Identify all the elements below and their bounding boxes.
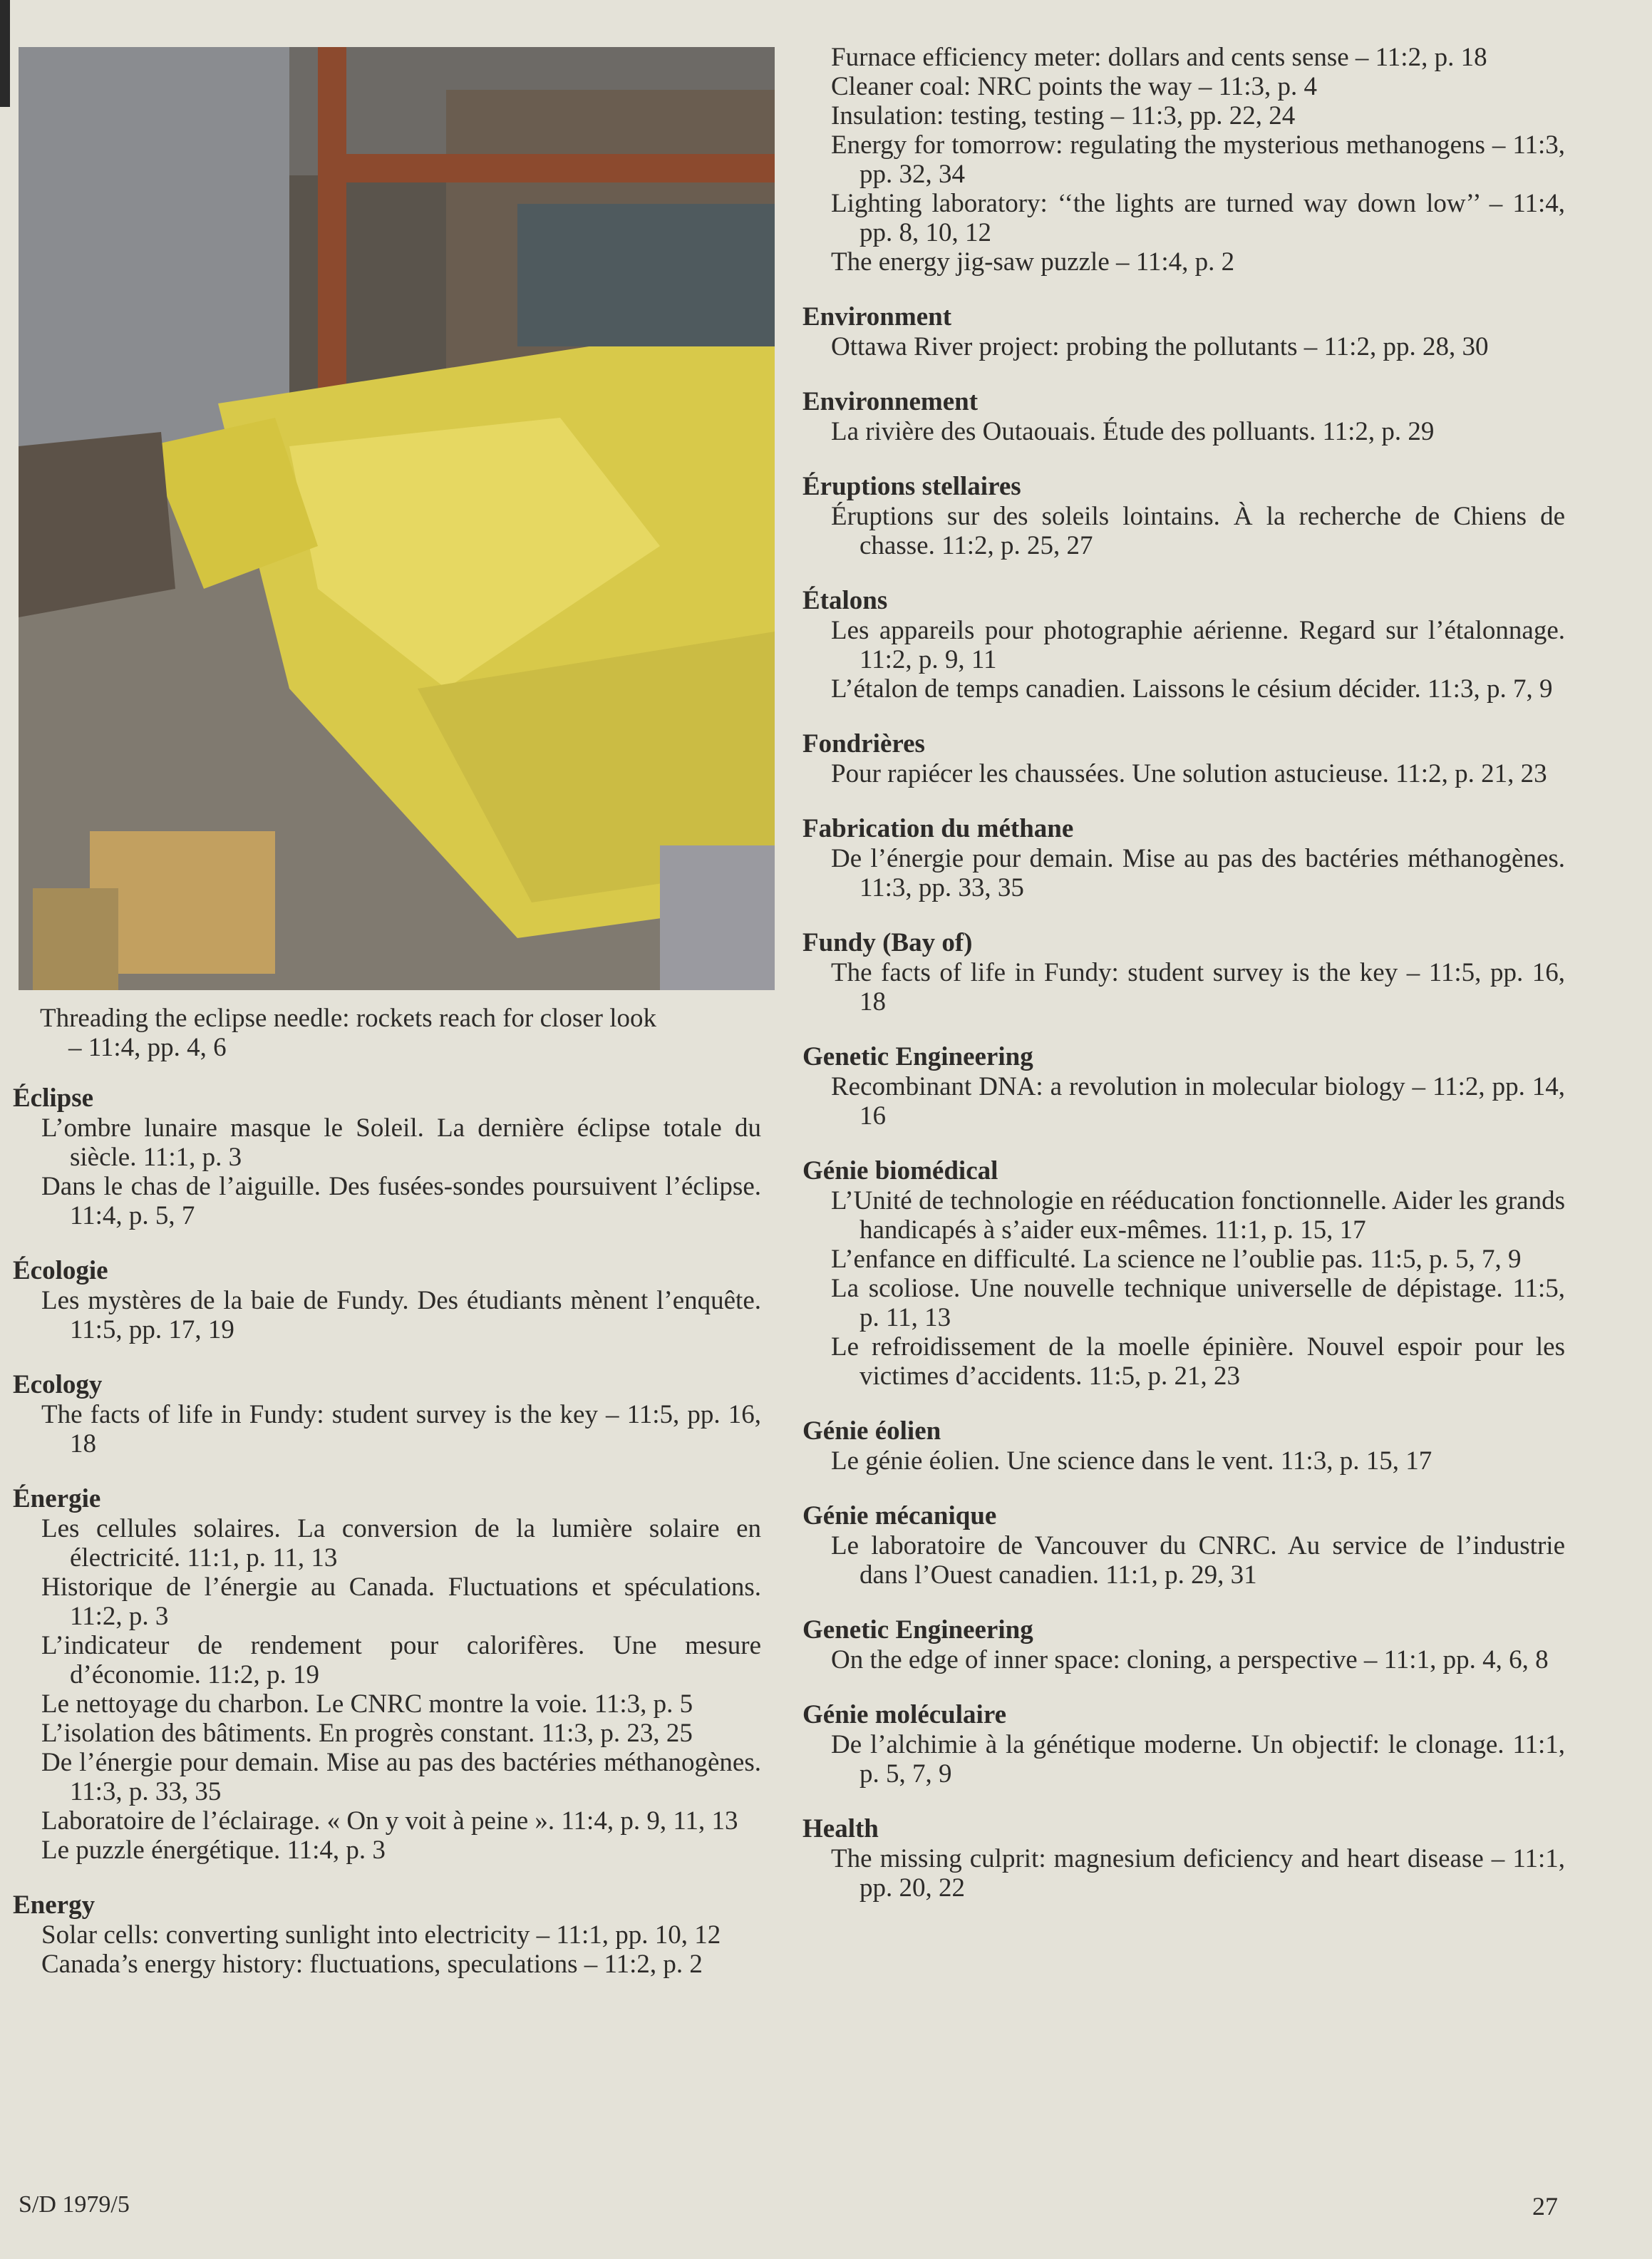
index-entry: On the edge of inner space: cloning, a perspective – 11:1, pp. 4, 6, 8	[831, 1645, 1549, 1674]
index-section	[802, 472, 1565, 560]
index-section	[802, 814, 1565, 902]
section-heading: Fabrication du méthane	[802, 814, 1074, 843]
index-entry: L’étalon de temps canadien. Laissons le césium décider. 11:3, p. 7, 9	[831, 674, 1553, 704]
photo-illustration-icon	[19, 47, 775, 990]
section-heading: Génie mécanique	[802, 1501, 997, 1530]
index-entry: De l’alchimie à la génétique moderne. Un objectif: le clonage. 11:1, p. 5, 7, 9	[831, 1730, 1565, 1789]
index-entry: Energy for tomorrow: regulating the mysterious methanogens – 11:3, pp. 32, 34	[831, 130, 1565, 189]
section-heading: Fondrières	[802, 729, 925, 758]
section-heading: Genetic Engineering	[802, 1042, 1033, 1071]
index-section	[802, 1156, 1565, 1391]
index-entry: L’enfance en difficulté. La science ne l’oublie pas. 11:5, p. 5, 7, 9	[831, 1245, 1522, 1274]
index-entry: Canada’s energy history: fluctuations, speculations – 11:2, p. 2	[41, 1950, 703, 1979]
index-section	[13, 1256, 761, 1344]
laboratory-photo	[19, 47, 775, 990]
index-entry: De l’énergie pour demain. Mise au pas des bactéries méthanogènes. 11:3, pp. 33, 35	[831, 844, 1565, 902]
footer-issue: S/D 1979/5	[19, 2191, 130, 2218]
index-section	[802, 586, 1565, 704]
index-entry: Laboratoire de l’éclairage. « On y voit à peine ». 11:4, p. 9, 11, 13	[41, 1806, 738, 1836]
index-section	[13, 1370, 761, 1458]
index-entry: Furnace efficiency meter: dollars and cents sense – 11:2, p. 18	[831, 43, 1487, 72]
section-heading: Environment	[802, 302, 952, 331]
index-section	[802, 1814, 1565, 1903]
section-heading: Énergie	[13, 1484, 101, 1513]
index-entry: Les mystères de la baie de Fundy. Des étudiants mènent l’enquête. 11:5, pp. 17, 19	[41, 1286, 761, 1344]
index-entry: Le laboratoire de Vancouver du CNRC. Au service de l’industrie dans l’Ouest canadien. 11:1, p. 29, 31	[831, 1531, 1565, 1590]
page-number: 27	[1532, 2192, 1558, 2221]
index-section	[802, 729, 1565, 788]
page-edge	[0, 0, 10, 107]
index-entry: Recombinant DNA: a revolution in molecular biology – 11:2, pp. 14, 16	[831, 1072, 1565, 1131]
index-entry: Les appareils pour photographie aérienne. Regard sur l’étalonnage. 11:2, p. 9, 11	[831, 616, 1565, 674]
index-section	[802, 1615, 1565, 1674]
section-heading: Energy	[13, 1890, 95, 1920]
caption-line: – 11:4, pp. 4, 6	[68, 1033, 227, 1062]
index-entry: De l’énergie pour demain. Mise au pas des bactéries méthanogènes. 11:3, p. 33, 35	[41, 1748, 761, 1806]
index-section	[802, 387, 1565, 446]
index-entry: Historique de l’énergie au Canada. Fluctuations et spéculations. 11:2, p. 3	[41, 1573, 761, 1631]
section-heading: Environnement	[802, 387, 979, 416]
index-section	[802, 1700, 1565, 1789]
section-heading: Étalons	[802, 586, 888, 615]
index-entry: L’Unité de technologie en rééducation fonctionnelle. Aider les grands handicapés à s’aider eux-mêmes. 11:1, p. 15, 17	[831, 1186, 1565, 1245]
index-entry: Éruptions sur des soleils lointains. À la recherche de Chiens de chasse. 11:2, p. 25, 27	[831, 502, 1565, 560]
index-entry: Insulation: testing, testing – 11:3, pp. 22, 24	[831, 101, 1296, 130]
index-entry: L’isolation des bâtiments. En progrès constant. 11:3, p. 23, 25	[41, 1719, 693, 1748]
index-section	[13, 1484, 761, 1865]
section-heading: Génie éolien	[802, 1416, 941, 1446]
index-entry: Cleaner coal: NRC points the way – 11:3, p. 4	[831, 72, 1317, 101]
index-entry: Ottawa River project: probing the pollutants – 11:2, pp. 28, 30	[831, 332, 1489, 361]
index-entry: Le nettoyage du charbon. Le CNRC montre la voie. 11:3, p. 5	[41, 1689, 693, 1719]
section-heading: Éclipse	[13, 1084, 94, 1113]
index-entry: La scoliose. Une nouvelle technique universelle de dépistage. 11:5, p. 11, 13	[831, 1274, 1565, 1332]
index-column-left	[13, 1084, 761, 2005]
index-section	[802, 1501, 1565, 1590]
index-entry: The energy jig-saw puzzle – 11:4, p. 2	[831, 247, 1235, 277]
index-entry: La rivière des Outaouais. Étude des polluants. 11:2, p. 29	[831, 417, 1435, 446]
section-heading: Health	[802, 1814, 879, 1843]
photo-caption	[40, 1004, 760, 1062]
section-heading: Fundy (Bay of)	[802, 928, 973, 957]
section-heading: Ecology	[13, 1370, 103, 1399]
index-entry: Pour rapiécer les chaussées. Une solution astucieuse. 11:2, p. 21, 23	[831, 759, 1547, 788]
section-heading: Éruptions stellaires	[802, 472, 1021, 501]
index-entry: Dans le chas de l’aiguille. Des fusées-sondes poursuivent l’éclipse. 11:4, p. 5, 7	[41, 1172, 761, 1230]
index-entry: Le refroidissement de la moelle épinière. Nouvel espoir pour les victimes d’accidents. 11:5, p. 21, 23	[831, 1332, 1565, 1391]
index-entry: Lighting laboratory: ‘‘the lights are turned way down low’’ – 11:4, pp. 8, 10, 12	[831, 189, 1565, 247]
caption-line: Threading the eclipse needle: rockets reach for closer look	[40, 1004, 657, 1033]
index-entry: The missing culprit: magnesium deficiency and heart disease – 11:1, pp. 20, 22	[831, 1844, 1565, 1903]
index-section	[802, 1416, 1565, 1476]
index-entry: Le génie éolien. Une science dans le vent. 11:3, p. 15, 17	[831, 1446, 1432, 1476]
index-section	[13, 1890, 761, 1979]
index-section	[802, 43, 1565, 277]
index-entry: The facts of life in Fundy: student survey is the key – 11:5, pp. 16, 18	[41, 1400, 761, 1458]
index-section	[802, 1042, 1565, 1131]
index-column-right	[802, 43, 1565, 1928]
section-heading: Écologie	[13, 1256, 108, 1285]
index-entry: Solar cells: converting sunlight into electricity – 11:1, pp. 10, 12	[41, 1920, 721, 1950]
index-section	[802, 302, 1565, 361]
index-entry: Les cellules solaires. La conversion de la lumière solaire en électricité. 11:1, p. 11, 13	[41, 1514, 761, 1573]
index-entry: L’indicateur de rendement pour calorifères. Une mesure d’économie. 11:2, p. 19	[41, 1631, 761, 1689]
index-entry: L’ombre lunaire masque le Soleil. La dernière éclipse totale du siècle. 11:1, p. 3	[41, 1113, 761, 1172]
index-entry: The facts of life in Fundy: student survey is the key – 11:5, pp. 16, 18	[831, 958, 1565, 1017]
index-section	[13, 1084, 761, 1230]
section-heading: Génie moléculaire	[802, 1700, 1006, 1729]
index-section	[802, 928, 1565, 1017]
section-heading: Genetic Engineering	[802, 1615, 1033, 1645]
section-heading: Génie biomédical	[802, 1156, 998, 1185]
index-entry: Le puzzle énergétique. 11:4, p. 3	[41, 1836, 386, 1865]
